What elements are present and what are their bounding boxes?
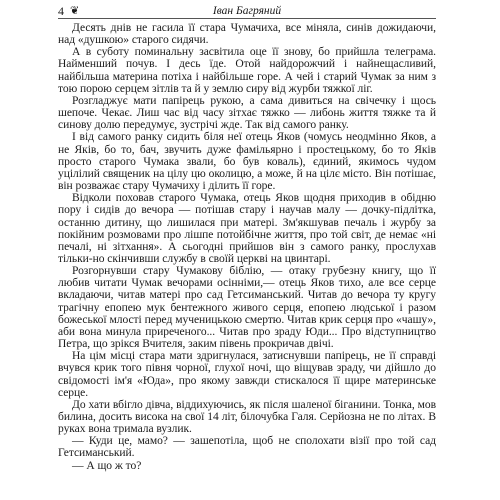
paragraph: Відколи поховав старого Чумака, отець Яков щодня приходив в обідню пору і сидів до вечора — потішав стару і научав малу — дочку-підлітка, останню дитину, що лишилася при матері. Зм'якшував печаль і журбу за покійним розмовами про лішпе потойбічне життя, про той світ, де немає «ні печалі, ні зітхання». А сьогодні прийшов він з самого ранку, прослухав тільки-но скінчивши службу в своїй церкві на цвинтарі. [58, 192, 436, 265]
paragraph: А в суботу поминальну засвітила оце її знову, бо прийшла телеграма. Найменший почув. І десь їде. Отой найдорожчий і найнещасливий, найбільша материна потіха і найбільше горе. А чей і старий Чумак за ним з тою порою серцем зітлів та й у землю сиру від журби тяжкої ліг. [58, 46, 436, 95]
paragraph: На цім місці стара мати здригнулася, затиснувши папірець, не її справді вчувся крик того півня чорної, глухої ночі, що віщував зраду, чи дійшло до свідомості ім'я «Юда», про якому завжди стискалося її щире материнське серце. [58, 350, 436, 399]
paragraph: Десять днів не гасила її стара Чумачиха, все міняла, синів дожидаючи, над «душкою» старого сидячи. [58, 22, 436, 47]
paragraph: Розгладжує мати папірець рукою, а сама дивиться на свічечку і щось шепоче. Чекає. Лиш час від часу зітхає тяжко — либонь життя тяжке та й синову долю передумує, зустрічі жде. Так від самого ранку. [58, 94, 436, 132]
paragraph: Розгорнувши стару Чумакову біблію, — отаку грубезну книгу, що її любив читати Чумак вечорами осінніми,— отець Яков тихо, але все серце вкладаючи, читав матері про сад Гетсиманський. Читав до вечора ту кругу трагічну епопею мук бентежного живого серця, епопею людської і разом божеської млості перед мученицькою смертю. Читав крик серця про «чашу», аби вона минула приреченого... Читав про зраду Юди... Про відступництво Петра, що зрікся Вчителя, заким півень прокричав двічі. [58, 265, 436, 351]
page-number: 4 [58, 4, 64, 18]
body-text [58, 22, 436, 472]
running-head: Іван Багряний [212, 5, 282, 17]
paragraph: — Куди це, мамо? — зашепотіла, щоб не сполохати візії про той сад Гетсиманський. [58, 435, 436, 460]
page-header [58, 4, 436, 19]
paragraph: — А що ж то? [72, 459, 142, 472]
paragraph: І від самого ранку сидить біля неї отець Яков (чомусь неодмінно Яков, а не Яків, бо то, бач, звучить дуже фамільярно і простецькому, бо то Яків просто старого Чумака звали, бо був коваль), єдиний, якимось чудом уцілілий священик на цілу цю околицю, а може, й на цілє місто. Він потішає, він розважає стару Чумачиху і ділить її горе. [58, 131, 436, 193]
paragraph: До хати вбігло дівча, віддихуючись, як після шаленої біганини. Тонка, мов билина, досить висока на свої 14 літ, білочубка Галя. Серйозна не по літах. В руках вона тримала вузлик. [58, 398, 436, 436]
ornament-icon: ❦ [70, 5, 80, 17]
